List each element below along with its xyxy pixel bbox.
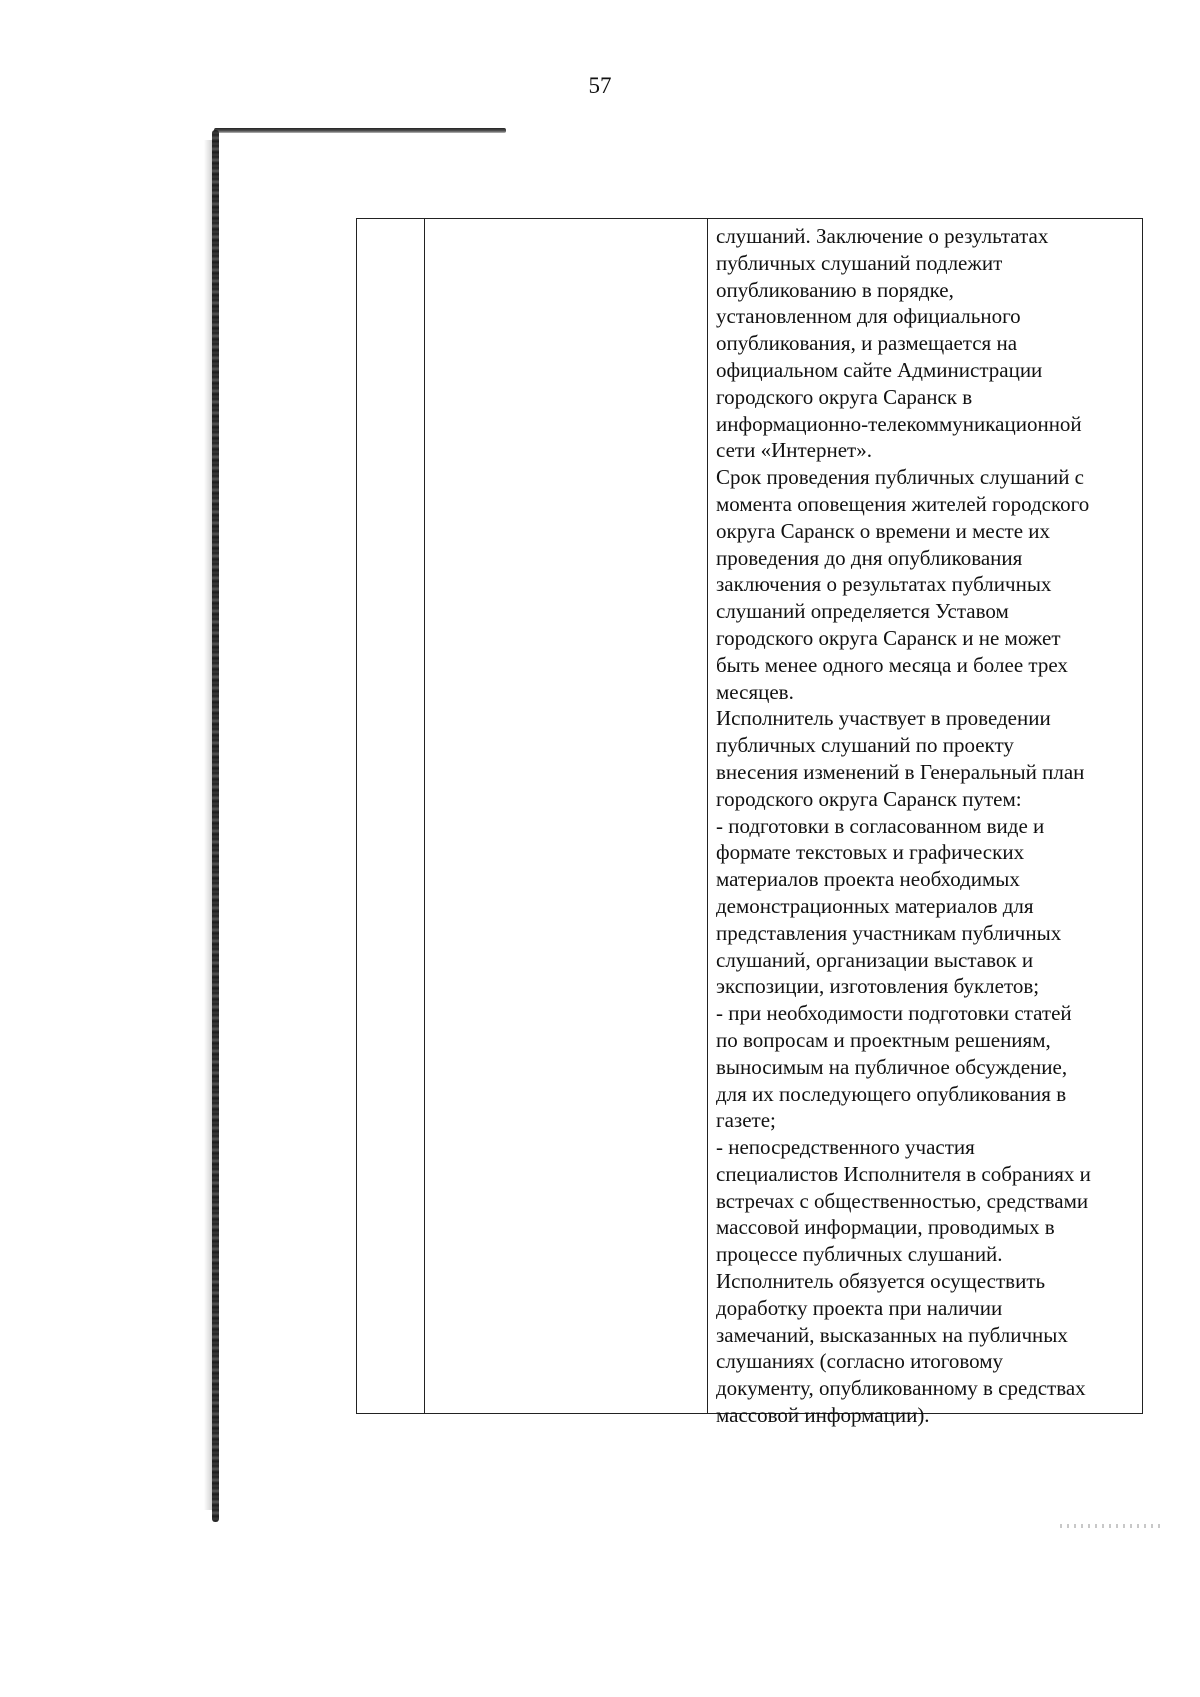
page-number: 57 <box>588 73 612 98</box>
paragraph: Исполнитель обязуется осуществить доработку проекта при наличии замечаний, высказанных на публичных слушаниях (согласно итоговому документу, опубликованному в средствах массовой информации). <box>716 1269 1086 1428</box>
scan-noise <box>1060 1524 1160 1528</box>
content-table <box>356 218 1143 1428</box>
table-cell-number <box>357 219 425 1414</box>
table-row <box>357 219 1143 1414</box>
paragraph: Срок проведения публичных слушаний с момента оповещения жителей городского округа Саранск о времени и месте их проведения до дня опубликования заключения о результатах публичных слушаний определяется Уставом городского округа Саранск и не может быть менее одного месяца и более трех месяцев. <box>716 465 1090 704</box>
scan-edge-left <box>212 130 219 1522</box>
scan-edge-shadow <box>204 140 212 1510</box>
list-item: - при необходимости подготовки статей по вопросам и проектным решениям, выносимым на публичное обсуждение, для их последующего опубликования в газете; <box>716 1001 1072 1133</box>
description-text <box>708 219 1142 1428</box>
table-cell-item <box>425 219 708 1414</box>
list-item: - непосредственного участия специалистов Исполнителя в собраниях и встречах с общественностью, средствами массовой информации, проводимых в процессе публичных слушаний. <box>716 1135 1091 1267</box>
table-cell-description <box>708 219 1143 1428</box>
list-item: - подготовки в согласованном виде и формате текстовых и графических материалов проекта необходимых демонстрационных материалов для представления участникам публичных слушаний, организации выставок и экспозиции, изготовления буклетов; <box>716 813 1062 999</box>
paragraph: Исполнитель участвует в проведении публичных слушаний по проекту внесения изменений в Генеральный план городского округа Саранск путем: <box>716 706 1085 811</box>
paragraph: слушаний. Заключение о результатах публичных слушаний подлежит опубликованию в порядке, установленном для официального опубликования, и размещается на официальном сайте Администрации городского округа Саранск в информационно-телекоммуникационной сети «Интернет». <box>716 224 1082 463</box>
scan-edge-top <box>214 128 506 133</box>
